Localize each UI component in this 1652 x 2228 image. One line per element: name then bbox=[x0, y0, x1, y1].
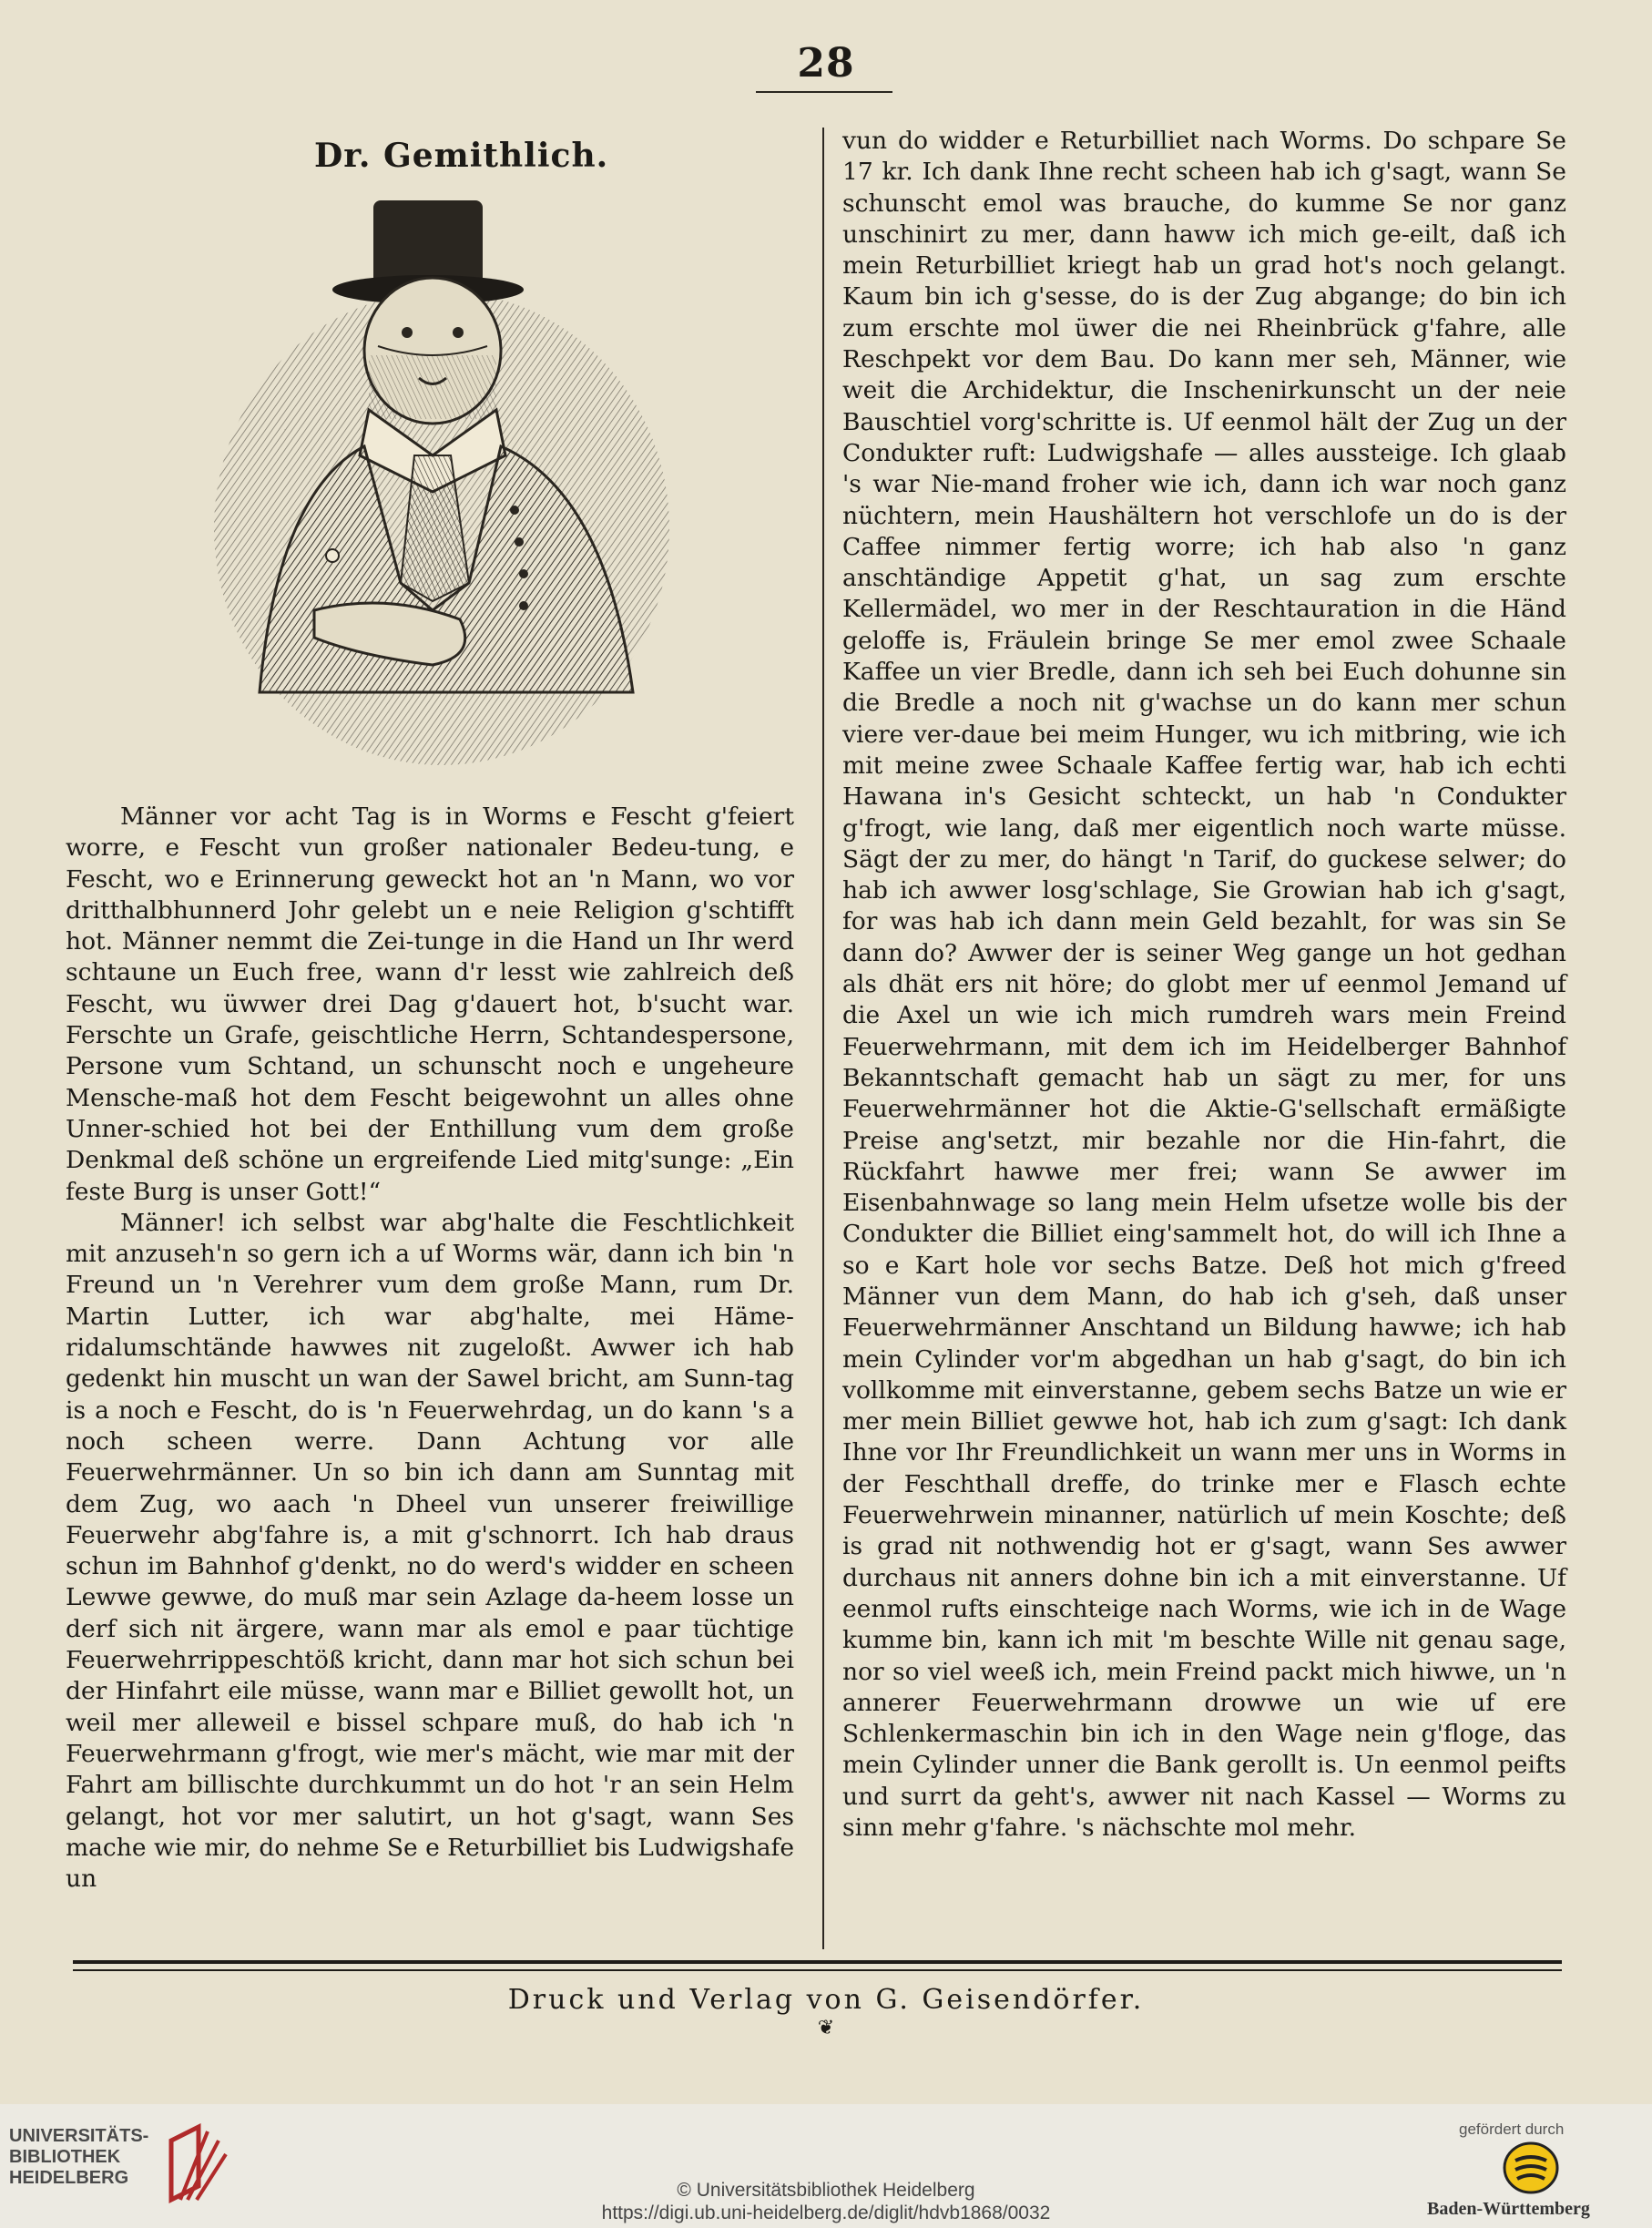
left-paragraph: Männer! ich selbst war abg'halte die Feschtlichkeit mit anzuseh'n so gern ich a uf Worms wär, dann ich bin 'n Freund un 'n Verehrer vum dem große Mann, rum Dr. Martin Lutter, ich war abg'halte, mei Häme-ridalumschtände hawwes nit zugeloßt. Awwer ich hab gedenkt hin muscht un wan der Sawel bricht, am Sunn-tag is a noch e Fescht, do is 'n Feuerwehrdag, un do kann 's a noch scheen werre. Dann Achtung vor alle Feuerwehrmänner. Un so bin ich dann am Sunntag mit dem Zug, wo aach 'n Dheel vun unserer freiwillige Feuerwehr abg'fahre is, a mit g'schnorrt. Ich hab draus schun im Bahnhof g'denkt, no do werd's widder en scheen Lewwe gewwe, do muß mar sein Azlage da-heem losse un derf sich nit ärgere, wann mar als emol e paar tüchtige Feuerwehrrippeschtöß kricht, dann mar hot sich schun bei der Hinfahrt eile müsse, wann mar e Billiet gewollt hot, un weil mer alleweil e bissel schpare muß, do hab ich 'n Feuerwehrmann g'frogt, wie mer's mächt, wie mar mit der Fahrt am billischte durchkummt un do hot 'r an sein Helm gelangt, hot vor mer salutirt, un hot g'sagt, wann Ses mache wie mir, do nehme Se e Returbilliet bis Ludwigshafe un bbox=[66, 1208, 794, 1894]
article-title: Dr. Gemithlich. bbox=[314, 137, 609, 175]
library-name-line: BIBLIOTHEK bbox=[9, 2147, 121, 2167]
page-number: 28 bbox=[797, 40, 855, 87]
permalink[interactable]: https://digi.ub.uni-heidelberg.de/diglit/hdvb1868/0032 bbox=[601, 2202, 1051, 2223]
ornament-icon: ❦ bbox=[817, 2017, 835, 2039]
column-rule bbox=[822, 128, 824, 1949]
copyright-notice: © Universitätsbibliothek Heidelberg bbox=[677, 2180, 975, 2201]
sponsor-name: Baden-Württemberg bbox=[1427, 2199, 1590, 2219]
right-column bbox=[842, 126, 1566, 1844]
library-name-line: UNIVERSITÄTS- bbox=[9, 2126, 149, 2146]
baden-wuerttemberg-seal-icon[interactable] bbox=[1503, 2141, 1559, 2195]
left-paragraph: Männer vor acht Tag is in Worms e Fescht g'feiert worre, e Fescht vun großer nationaler Bedeu-tung, e Fescht, wo e Erinnerung geweckt hot an 'n Mann, wo vor dritthalbhunnerd Johr gelebt un e neie Religion g'schtifft hot. Männer nemmt die Zei-tunge in die Hand un Ihr werd schtaune un Euch free, wann d'r lesst wie zahlreich deß Fescht, wu üwwer drei Dag g'dauert hot, b'sucht war. Ferschte un Grafe, geischtliche Herrn, Schtandespersone, Persone vum Schtand, un schunscht noch e ungeheure Mensche-maß hot dem Fescht beigewohnt un alles ohne Unner-schied hot bei der Enthillung vum dem große Denkmal deß schöne un ergreifende Lied mitg'sunge: „Ein feste Burg is unser Gott!“ bbox=[66, 802, 794, 1206]
left-column bbox=[66, 802, 794, 1895]
page-number-rule bbox=[756, 91, 892, 93]
right-paragraph: vun do widder e Returbilliet nach Worms. Do schpare Se 17 kr. Ich dank Ihne recht scheen hab ich g'sagt, wann Se schunscht emol was brauche, do kumme Se nor ganz unschinirt zu mer, dann haww ich mich ge-eilt, daß ich mein Returbilliet kriegt hab un grad hot's noch gelangt. Kaum bin ich g'sesse, do is der Zug abgange; do bin ich zum erschte mol üwer die nei Rheinbrück g'fahre, alle Reschpekt vor dem Bau. Do kann mer seh, Männer, wie weit die Archidektur, die Inschenirkunscht un der neie Bauschtiel vorg'schritte is. Uf eenmol hält der Zug un der Condukter ruft: Ludwigshafe — alles aussteige. Ich glaab 's war Nie-mand froher wie ich, dann ich war noch ganz nüchtern, mein Haushältern hot verschlofe un do is der Caffee nimmer fertig worre; ich hab also 'n ganz anschtändige Appetit g'hat, un sag zum erschte Kellermädel, wo mer in der Reschtauration in die Händ geloffe is, Fräulein bringe Se mer emol zwee Schaale Kaffee un vier Bredle, dann ich seh bei Euch dohunne sin die Bredle a noch nit g'wachse un do kann mer schun viere ver-daue bei meim Hunger, wu ich mitbring, wie ich mit meine zwee Schaale Kaffee fertig war, hab ich echti Hawana in's Gesicht schteckt, un hab 'n Condukter g'frogt, wie lang, daß mer eigentlich noch warte müsse. Sägt der zu mer, do hängt 'n Tarif, do guckese selwer; do hab ich awwer losg'schlage, Sie Growian hab ich g'sagt, for was hab ich dann mein Geld bezahlt, for was sin Se dann do? Awwer der is seiner Weg gange un hot gedhan als dhät ers nit höre; do globt mer uf eenmol Jemand uf die Axel un wie ich mich rumdreh wars mein Freind Feuerwehrmann, mit dem ich im Heidelberger Bahnhof Bekanntschaft gemacht hab un sägt zu mer, for uns Feuerwehrmänner hot die Aktie-G'sellschaft ermäßigte Preise ang'setzt, mir bezahle nor die Hin-fahrt, die Rückfahrt hawwe mer frei; wann Se awwer im Eisenbahnwage so lang mein Helm ufsetze wolle bis der Condukter die Billiet eing'sammelt hot, do will ich Ihne a so e Kart hole vor sechs Batze. Deß hot mich g'freed Männer vun dem Mann, do hab ich g'seh, daß unser Feuerwehrmänner Anschtand un Bildung hawwe; ich hab mein Cylinder vor'm abgedhan un hab g'sagt, do bin ich vollkomme mit einverstanne, gebem sechs Batze un wie er mer mein Billiet gewwe hot, hab ich zum g'sagt: Ich dank Ihne vor Ihr Freundlichkeit un wann mer uns in Worms in der Feschthall dreffe, do trinke mer e Flasch echte Feuerwehrwein minanner, natürlich uf mein Koschte; deß is grad nit nothwendig hot er g'sagt, wann Ses awwer durchaus nit anners dohne bin ich a mit einverstanne. Uf eenmol rufts einschteige nach Worms, wie ich in de Wage kumme bin, kann ich mit 'm beschte Wille nit genau sage, nor so viel weeß ich, mein Freind packt mich hiwwe, un 'n annerer Feuerwehrmann drowwe un wie uf ere Schlenkermaschin bin ich in den Wage nein g'floge, das mein Cylinder unner die Bank gerollt is. Un eenmol peifts und surrt da geht's, awwer nit nach Kassel — Worms zu sinn mehr g'fahre. 's nächschte mol mehr. bbox=[842, 127, 1566, 1843]
portrait-engraving bbox=[205, 182, 678, 774]
footer-rule-thin bbox=[73, 1969, 1562, 1971]
library-name-line: HEIDELBERG bbox=[9, 2168, 129, 2188]
sponsor-label: gefördert durch bbox=[1459, 2121, 1565, 2138]
footer-rule-thick bbox=[73, 1960, 1562, 1964]
imprint: Druck und Verlag von G. Geisendörfer. bbox=[507, 1984, 1145, 2016]
